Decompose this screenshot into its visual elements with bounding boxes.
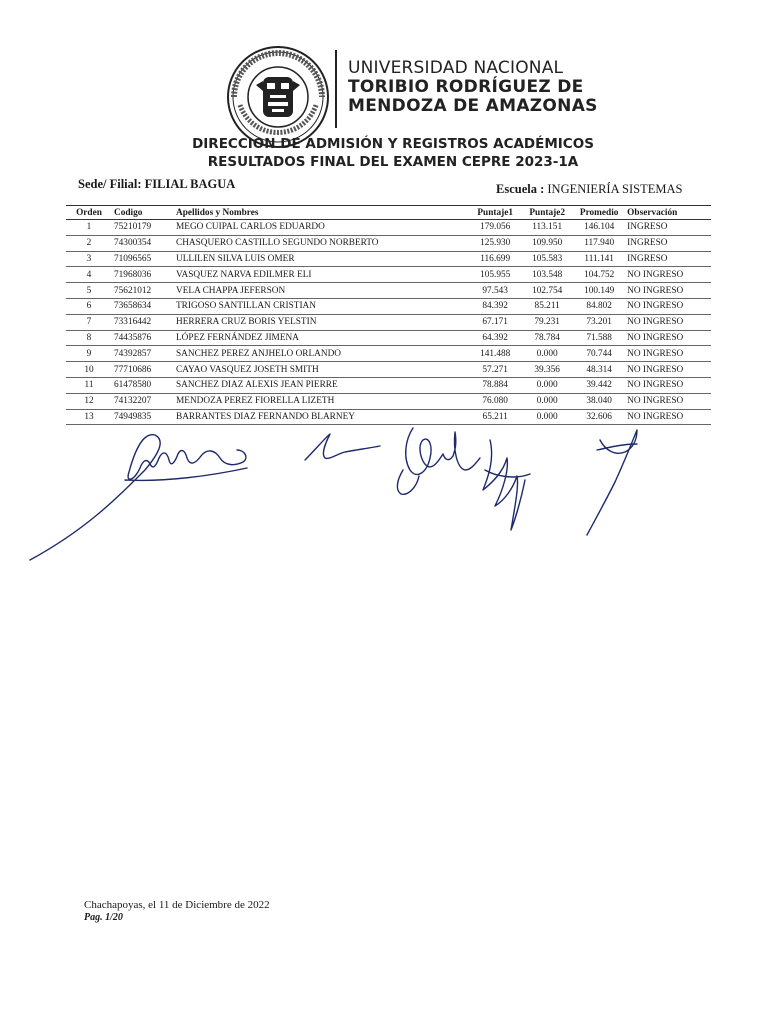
table-row [66, 283, 711, 299]
cell-observacion: NO INGRESO [625, 314, 711, 330]
table-row [66, 346, 711, 362]
signature-2 [305, 434, 380, 460]
cell-nombres: MEGO CUIPAL CARLOS EDUARDO [174, 220, 469, 236]
cell-puntaje1: 78.884 [469, 377, 521, 393]
cell-orden: 7 [66, 314, 112, 330]
cell-promedio: 84.802 [573, 298, 625, 314]
cell-orden: 12 [66, 393, 112, 409]
signature-3 [397, 428, 480, 494]
header-codigo: Codigo [112, 206, 174, 220]
signature-1 [30, 435, 247, 560]
cell-nombres: SANCHEZ PEREZ ANJHELO ORLANDO [174, 346, 469, 362]
cell-puntaje2: 102.754 [521, 283, 573, 299]
cell-nombres: TRIGOSO SANTILLAN CRISTIAN [174, 298, 469, 314]
cell-codigo: 74392857 [112, 346, 174, 362]
cell-puntaje2: 85.211 [521, 298, 573, 314]
cell-codigo: 74949835 [112, 409, 174, 425]
table-header-row [66, 206, 711, 220]
cell-observacion: NO INGRESO [625, 330, 711, 346]
cell-puntaje1: 76.080 [469, 393, 521, 409]
table-row [66, 330, 711, 346]
cell-puntaje2: 0.000 [521, 409, 573, 425]
cell-puntaje1: 65.211 [469, 409, 521, 425]
cell-observacion: NO INGRESO [625, 267, 711, 283]
cell-puntaje2: 0.000 [521, 393, 573, 409]
cell-puntaje2: 0.000 [521, 346, 573, 362]
cell-puntaje2: 39.356 [521, 362, 573, 378]
cell-promedio: 146.104 [573, 220, 625, 236]
cell-promedio: 100.149 [573, 283, 625, 299]
cell-promedio: 39.442 [573, 377, 625, 393]
sede-label: Sede/ Filial: [78, 177, 142, 191]
cell-nombres: VELA CHAPPA JEFERSON [174, 283, 469, 299]
cell-nombres: HERRERA CRUZ BORIS YELSTIN [174, 314, 469, 330]
cell-puntaje2: 109.950 [521, 235, 573, 251]
university-name-line3: MENDOZA DE AMAZONAS [348, 96, 598, 116]
cell-codigo: 74300354 [112, 235, 174, 251]
cell-codigo: 75621012 [112, 283, 174, 299]
cell-orden: 13 [66, 409, 112, 425]
table-row [66, 377, 711, 393]
escuela-value: INGENIERÍA SISTEMAS [547, 182, 683, 196]
document-title-line1: DIRECCION DE ADMISIÓN Y REGISTROS ACADÉMICOS [192, 136, 594, 152]
cell-observacion: NO INGRESO [625, 298, 711, 314]
cell-promedio: 111.141 [573, 251, 625, 267]
cell-promedio: 117.940 [573, 235, 625, 251]
cell-orden: 6 [66, 298, 112, 314]
table-row [66, 251, 711, 267]
cell-orden: 3 [66, 251, 112, 267]
header-orden: Orden [66, 206, 112, 220]
header-promedio: Promedio [573, 206, 625, 220]
cell-promedio: 32.606 [573, 409, 625, 425]
cell-nombres: SANCHEZ DIAZ ALEXIS JEAN PIERRE [174, 377, 469, 393]
table-row [66, 314, 711, 330]
cell-puntaje2: 105.583 [521, 251, 573, 267]
cell-observacion: NO INGRESO [625, 362, 711, 378]
cell-orden: 1 [66, 220, 112, 236]
university-seal-logo [226, 45, 330, 149]
cell-orden: 5 [66, 283, 112, 299]
sede-info [78, 177, 235, 192]
cell-nombres: BARRANTES DIAZ FERNANDO BLARNEY [174, 409, 469, 425]
table-row [66, 393, 711, 409]
cell-promedio: 38.040 [573, 393, 625, 409]
university-name-line1: UNIVERSIDAD NACIONAL [348, 58, 564, 78]
cell-nombres: ULLILEN SILVA LUIS OMER [174, 251, 469, 267]
cell-observacion: NO INGRESO [625, 346, 711, 362]
cell-promedio: 71.588 [573, 330, 625, 346]
header-nombres: Apellidos y Nombres [174, 206, 469, 220]
cell-codigo: 77710686 [112, 362, 174, 378]
cell-codigo: 73316442 [112, 314, 174, 330]
cell-observacion: NO INGRESO [625, 283, 711, 299]
cell-orden: 11 [66, 377, 112, 393]
cell-promedio: 48.314 [573, 362, 625, 378]
cell-codigo: 71096565 [112, 251, 174, 267]
cell-puntaje1: 125.930 [469, 235, 521, 251]
cell-promedio: 70.744 [573, 346, 625, 362]
cell-promedio: 104.752 [573, 267, 625, 283]
sede-value: FILIAL BAGUA [144, 177, 236, 191]
cell-observacion: INGRESO [625, 235, 711, 251]
cell-nombres: VASQUEZ NARVA EDILMER ELI [174, 267, 469, 283]
cell-orden: 10 [66, 362, 112, 378]
cell-puntaje2: 113.151 [521, 220, 573, 236]
cell-puntaje1: 97.543 [469, 283, 521, 299]
cell-puntaje1: 116.699 [469, 251, 521, 267]
cell-nombres: MENDOZA PEREZ FIORELLA LIZETH [174, 393, 469, 409]
cell-observacion: INGRESO [625, 251, 711, 267]
table-row [66, 267, 711, 283]
cell-nombres: CHASQUERO CASTILLO SEGUNDO NORBERTO [174, 235, 469, 251]
cell-puntaje2: 103.548 [521, 267, 573, 283]
signature-4 [483, 440, 530, 530]
table-row [66, 362, 711, 378]
cell-nombres: CAYAO VASQUEZ JOSETH SMITH [174, 362, 469, 378]
cell-orden: 9 [66, 346, 112, 362]
cell-codigo: 61478580 [112, 377, 174, 393]
page-number: Pag. 1/20 [84, 912, 123, 923]
cell-puntaje2: 79.231 [521, 314, 573, 330]
cell-orden: 4 [66, 267, 112, 283]
cell-nombres: LÓPEZ FERNÁNDEZ JIMENA [174, 330, 469, 346]
cell-puntaje1: 64.392 [469, 330, 521, 346]
cell-puntaje2: 78.784 [521, 330, 573, 346]
cell-codigo: 74132207 [112, 393, 174, 409]
cell-puntaje1: 179.056 [469, 220, 521, 236]
cell-orden: 2 [66, 235, 112, 251]
signatures [25, 410, 715, 570]
header-puntaje2: Puntaje2 [521, 206, 573, 220]
results-table [66, 205, 711, 425]
cell-orden: 8 [66, 330, 112, 346]
place-date: Chachapoyas, el 11 de Diciembre de 2022 [84, 899, 270, 911]
cell-observacion: INGRESO [625, 220, 711, 236]
cell-codigo: 75210179 [112, 220, 174, 236]
cell-puntaje1: 84.392 [469, 298, 521, 314]
table-row [66, 298, 711, 314]
escuela-label: Escuela : [496, 182, 545, 196]
cell-puntaje1: 141.488 [469, 346, 521, 362]
cell-promedio: 73.201 [573, 314, 625, 330]
table-row [66, 235, 711, 251]
cell-observacion: NO INGRESO [625, 377, 711, 393]
escuela-info [496, 182, 682, 197]
header-puntaje1: Puntaje1 [469, 206, 521, 220]
university-name-line2: TORIBIO RODRÍGUEZ DE [348, 77, 584, 97]
cell-codigo: 73658634 [112, 298, 174, 314]
table-row [66, 220, 711, 236]
header-observacion: Observación [625, 206, 711, 220]
cell-observacion: NO INGRESO [625, 393, 711, 409]
cell-puntaje2: 0.000 [521, 377, 573, 393]
cell-observacion: NO INGRESO [625, 409, 711, 425]
cell-puntaje1: 67.171 [469, 314, 521, 330]
signature-5 [587, 430, 637, 535]
header-divider [335, 50, 337, 128]
document-title-line2: RESULTADOS FINAL DEL EXAMEN CEPRE 2023-1A [207, 154, 579, 170]
cell-puntaje1: 57.271 [469, 362, 521, 378]
cell-codigo: 71968036 [112, 267, 174, 283]
cell-puntaje1: 105.955 [469, 267, 521, 283]
cell-codigo: 74435876 [112, 330, 174, 346]
